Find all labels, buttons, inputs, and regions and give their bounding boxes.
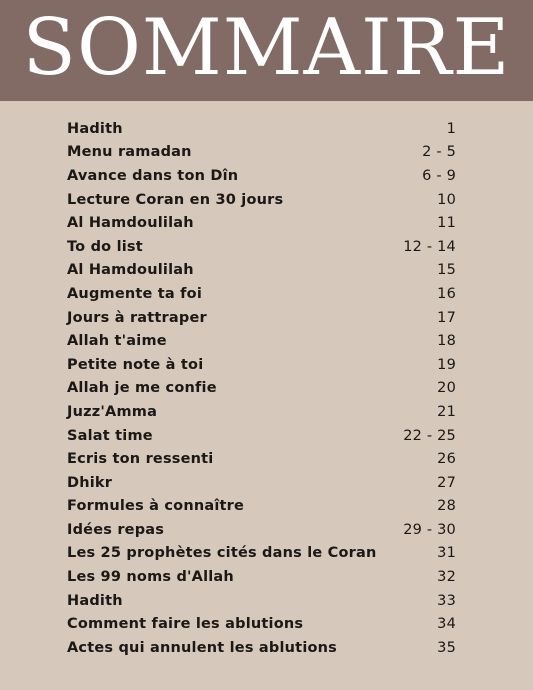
toc-entry-label: Comment faire les ablutions [67,616,304,633]
toc-entry-page: 15 [437,262,456,279]
toc-entry-page: 33 [437,592,456,609]
toc-entry-label: Allah t'aime [67,333,167,350]
toc-entry-page: 27 [437,474,456,491]
toc-entry-label: Augmente ta foi [67,285,203,302]
toc-entry [67,306,456,330]
toc-entry [67,495,456,519]
toc-entry-label: Actes qui annulent les ablutions [67,639,337,656]
toc-entry-page: 11 [437,215,456,232]
toc-entry-label: Formules à connaître [67,498,245,515]
toc-entry [67,424,456,448]
toc-entry-page: 21 [437,403,456,420]
toc-entry-page: 32 [437,569,456,586]
toc-entry [67,518,456,542]
table-of-contents [67,117,456,660]
toc-entry-label: To do list [67,238,143,255]
toc-entry-page: 35 [437,639,456,656]
toc-entry-label: Juzz'Amma [67,403,158,420]
toc-entry-label: Al Hamdoulilah [67,262,194,279]
toc-entry-page: 19 [437,356,456,373]
toc-entry-page: 16 [437,285,456,302]
toc-entry [67,259,456,283]
toc-entry [67,282,456,306]
toc-entry-label: Al Hamdoulilah [67,215,194,232]
toc-entry-label: Hadith [67,592,123,609]
toc-entry-page: 22 - 25 [403,427,456,444]
toc-entry [67,235,456,259]
toc-entry [67,447,456,471]
toc-entry [67,164,456,188]
toc-entry-page: 29 - 30 [403,521,456,538]
toc-entry-label: Ecris ton ressenti [67,451,214,468]
toc-entry-label: Dhikr [67,474,113,491]
toc-entry [67,400,456,424]
toc-entry-page: 26 [437,451,456,468]
toc-entry [67,141,456,165]
toc-entry-page: 12 - 14 [403,238,456,255]
toc-entry [67,542,456,566]
toc-entry-page: 6 - 9 [422,167,456,184]
toc-entry [67,117,456,141]
toc-entry [67,471,456,495]
toc-entry-label: Les 99 noms d'Allah [67,569,234,586]
toc-entry-label: Allah je me confie [67,380,217,397]
toc-entry-page: 10 [437,191,456,208]
toc-entry-label: Menu ramadan [67,144,192,161]
toc-entry [67,612,456,636]
toc-entry-label: Salat time [67,427,153,444]
toc-entry-page: 1 [446,120,456,137]
toc-entry-page: 31 [437,545,456,562]
toc-entry-label: Idées repas [67,521,165,538]
toc-entry [67,636,456,660]
page-title: SOMMAIRE [22,3,511,93]
toc-entry-page: 20 [437,380,456,397]
toc-entry [67,565,456,589]
toc-entry-page: 2 - 5 [422,144,456,161]
header-banner [0,0,533,101]
toc-entry [67,377,456,401]
toc-entry-label: Jours à rattraper [67,309,207,326]
toc-entry-label: Les 25 prophètes cités dans le Coran [67,545,377,562]
toc-entry-page: 18 [437,333,456,350]
toc-entry [67,329,456,353]
toc-entry-label: Petite note à toi [67,356,204,373]
toc-entry [67,188,456,212]
toc-entry-page: 17 [437,309,456,326]
toc-entry [67,353,456,377]
toc-entry-label: Avance dans ton Dîn [67,167,239,184]
toc-entry-page: 34 [437,616,456,633]
toc-entry [67,211,456,235]
toc-entry-page: 28 [437,498,456,515]
toc-entry [67,589,456,613]
toc-entry-label: Lecture Coran en 30 jours [67,191,284,208]
toc-entry-label: Hadith [67,120,123,137]
